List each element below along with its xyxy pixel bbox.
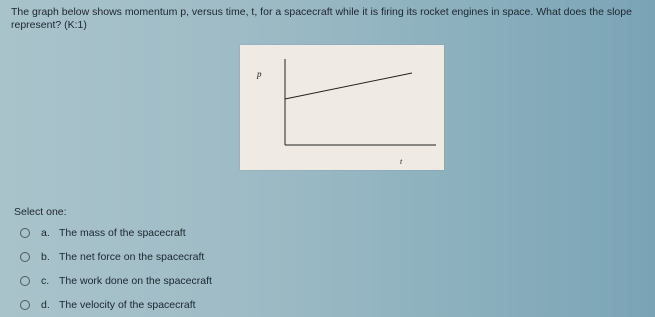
option-text: The net force on the spacecraft <box>59 251 205 263</box>
option-letter: a. <box>41 227 50 239</box>
radio-button-icon[interactable] <box>20 228 30 238</box>
select-one-label: Select one: <box>14 206 67 218</box>
option-d[interactable] <box>20 293 212 317</box>
radio-button-icon[interactable] <box>20 252 30 262</box>
radio-button-icon[interactable] <box>20 300 30 310</box>
option-letter: d. <box>41 299 50 311</box>
option-letter: b. <box>41 251 50 263</box>
question-text: The graph below shows momentum p, versus time, t, for a spacecraft while it is firing its rocket engines in space. What does the slope represent? (K:1) <box>11 6 632 31</box>
radio-button-icon[interactable] <box>20 276 30 286</box>
graph-svg <box>240 45 444 170</box>
option-text: The mass of the spacecraft <box>59 227 186 239</box>
option-b[interactable] <box>20 245 212 269</box>
option-a[interactable] <box>20 221 212 245</box>
option-c[interactable] <box>20 269 212 293</box>
momentum-time-graph <box>240 45 444 170</box>
option-letter: c. <box>41 275 50 287</box>
y-axis-label: p <box>257 69 262 79</box>
option-text: The velocity of the spacecraft <box>59 299 196 311</box>
answer-options <box>20 221 212 317</box>
momentum-line <box>285 73 412 99</box>
option-text: The work done on the spacecraft <box>59 275 212 287</box>
x-axis-label: t <box>400 157 403 166</box>
